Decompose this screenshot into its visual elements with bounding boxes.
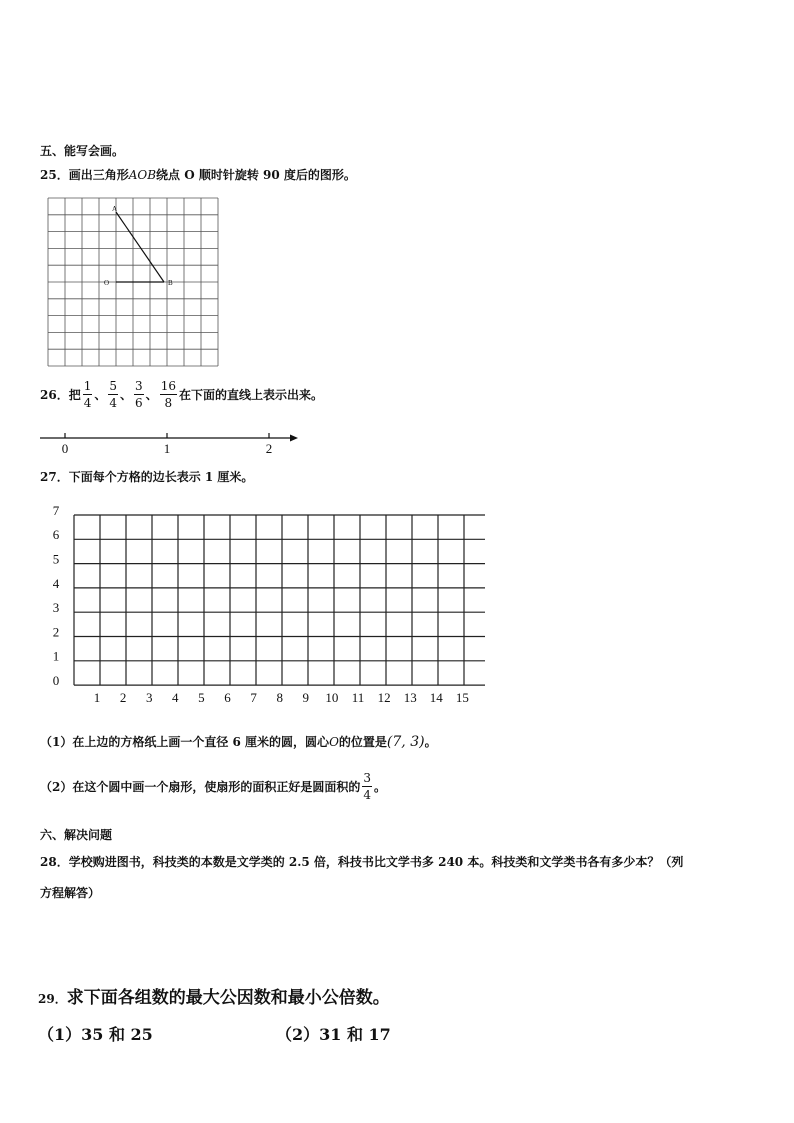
- x-label: 6: [224, 690, 231, 705]
- x-label: 3: [145, 690, 153, 705]
- x-label: 4: [172, 690, 179, 705]
- fraction-2: $\frac{5}{4}$: [109, 379, 118, 410]
- y-label: 2: [52, 624, 60, 640]
- question-text: 画出三角形: [68, 168, 129, 182]
- separator: 、: [94, 388, 107, 402]
- part-end: 。: [374, 780, 387, 794]
- section-heading-6: 六、解决问题: [40, 828, 113, 842]
- question-25: [40, 166, 356, 183]
- tick-label-0: 0: [61, 441, 69, 456]
- tick-label-2: 2: [265, 441, 273, 456]
- x-label: 2: [119, 690, 127, 705]
- fraction-3: $\frac{3}{6}$: [135, 379, 143, 410]
- question-28-line-2: 方程解答）: [40, 886, 101, 900]
- tick-label-1: 1: [163, 441, 171, 456]
- center-position: (7, 3): [386, 734, 425, 750]
- y-label: 1: [52, 648, 60, 664]
- question-26: [40, 380, 323, 409]
- grid-squares: [74, 515, 485, 685]
- x-label: 11: [351, 690, 365, 705]
- question-number: 27．: [40, 470, 69, 484]
- question-text: 绕点 O 顺时针旋转 90 度后的图形。: [156, 168, 356, 182]
- y-label: 5: [52, 551, 60, 567]
- question-number: 29．: [38, 992, 67, 1006]
- fraction-4: $\frac{16}{8}$: [160, 379, 176, 410]
- question-text: 把: [68, 388, 81, 402]
- question-text: 在下面的直线上表示出来。: [178, 388, 323, 402]
- x-axis-labels: [94, 690, 469, 705]
- question-27-part-1: [40, 733, 437, 750]
- question-number: 26．: [40, 388, 69, 402]
- question-29-part-2: （2）31 和 17: [276, 1025, 391, 1044]
- y-label: 3: [52, 600, 60, 616]
- y-label: 7: [52, 505, 60, 518]
- part-text: （1）在上边的方格纸上画一个直径 6 厘米的圆，圆心: [40, 735, 330, 749]
- point-o-label: O: [104, 279, 110, 287]
- question-text: 下面每个方格的边长表示 1 厘米。: [68, 470, 254, 484]
- x-label: 13: [403, 690, 417, 705]
- point-a-label: A: [112, 205, 118, 213]
- x-label: 5: [198, 690, 205, 705]
- number-line-arrow: [290, 435, 298, 442]
- fraction-three-quarters: $\frac{3}{4}$: [363, 771, 371, 802]
- question-29: [38, 983, 390, 1008]
- x-label: 9: [302, 690, 310, 705]
- x-label: 8: [276, 690, 283, 705]
- question-27-part-2: [40, 772, 386, 801]
- segment-ab: [116, 212, 164, 282]
- y-label: 0: [52, 673, 60, 688]
- x-label: 10: [325, 690, 339, 705]
- section-heading-5: 五、能写会画。: [40, 144, 125, 158]
- question-text: 求下面各组数的最大公因数和最小公倍数。: [66, 988, 390, 1008]
- triangle-name: AOB: [128, 168, 157, 182]
- part-text: 的位置是: [338, 735, 387, 749]
- center-variable: O: [329, 735, 339, 749]
- part-text: （2）在这个圆中画一个扇形，使扇形的面积正好是圆面积的: [40, 780, 361, 794]
- x-label: 7: [250, 690, 257, 705]
- x-label: 15: [455, 690, 469, 705]
- coordinate-grid: [40, 505, 485, 708]
- point-b-label: B: [168, 279, 173, 287]
- question-number: 25．: [40, 168, 69, 182]
- rotation-grid-figure: [46, 196, 220, 368]
- fraction-1: $\frac{1}{4}$: [83, 379, 92, 410]
- question-29-part-1: （1）35 和 25: [38, 1025, 153, 1044]
- x-label: 1: [93, 690, 101, 705]
- part-end: 。: [424, 735, 437, 749]
- separator: 、: [145, 388, 158, 402]
- y-label: 4: [52, 575, 60, 591]
- y-label: 6: [52, 527, 60, 543]
- question-27: [40, 468, 253, 485]
- question-28-line-1: 28．学校购进图书，科技类的本数是文学类的 2.5 倍，科技书比文学书多 240 本。科技类和文学类书各有多少本？（列: [40, 855, 684, 869]
- separator: 、: [120, 388, 133, 402]
- x-label: 14: [429, 690, 443, 705]
- number-line: [36, 428, 302, 458]
- y-axis-labels: [53, 505, 60, 688]
- x-label: 12: [377, 690, 391, 705]
